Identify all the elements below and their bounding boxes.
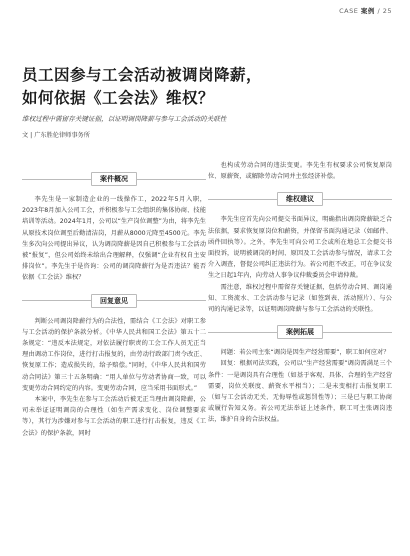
right-column	[208, 160, 392, 426]
section-heading-case	[22, 172, 206, 186]
divider	[137, 300, 206, 301]
paragraph: 问题：若公司主张“调岗是因生产经营需要”，职工如何应对？	[220, 349, 390, 357]
divider	[22, 300, 91, 301]
divider	[208, 199, 277, 200]
divider	[137, 179, 206, 180]
article-title	[22, 64, 392, 110]
paragraph: 李先生应首先向公司提交书面异议，明确指出调岗降薪缺乏合法依据，要求恢复原岗位和薪资，并保留书面沟通记录（如邮件、函件回执等）。之外，李先生可向公司工会或所在地总工会提交书面投诉，说明被调岗的时间、原因及工会活动参与情况，请求工会介入调查，督促公司纠正违法行为。若公司拒不改正，可在争议发生之日起1年内，向劳动人事争议仲裁委员会申请仲裁。	[208, 216, 392, 280]
section-label: 维权建议	[277, 192, 323, 206]
section-label: 案件概况	[91, 172, 137, 186]
section-label: 回复意见	[91, 294, 137, 308]
article-author: 文 | 广东胜伦律师事务所	[22, 132, 90, 139]
left-column	[22, 168, 206, 439]
section-label: 案例拓展	[277, 325, 323, 339]
divider	[22, 179, 91, 180]
header-label: CASE	[339, 7, 359, 15]
section-heading-advice	[208, 192, 392, 206]
title-line-1: 员工因参与工会活动被调岗降薪，	[22, 66, 263, 84]
page-number: / 25	[377, 7, 392, 15]
paragraph: 判断公司调岗降薪行为的合法性，需结合《工会法》对职工参与工会活动的保护条款分析。《中华人民共和国工会法》第五十二条规定：“违反本法规定，对依法履行职责的工会工作人员无正当理由调动工作岗位，进行打击报复的，由劳动行政部门责令改正、恢复原工作；造成损失的，给予赔偿。”同时，《中华人民共和国劳动合同法》第三十五条明确：“用人单位与劳动者协商一致，可以变更劳动合同约定的内容。变更劳动合同，应当采用书面形式。”	[22, 317, 206, 392]
paragraph: 也构成劳动合同的违法变更。李先生有权要求公司恢复原岗位、原薪资，或解除劳动合同并主张经济补偿。	[208, 162, 392, 181]
article-subtitle: 维权过程中需留存关键证据，以证明调岗降薪与参与工会活动的关联性	[22, 115, 227, 123]
paragraph: 回复：根据司法实践，公司以“生产经营需要”调岗需满足三个条件：一是调岗具有合理性（如基于客观、具体、合理的生产经营需要，岗位关联度、薪资水平相当）；二是未变相打击报复职工（如与工会活动无关、无侮辱性或惩罚性等）；三是已与职工协商或履行告知义务。若公司无法举证上述条件，职工可主张调岗违法，维护自身的合法权益。	[208, 360, 392, 424]
page-header	[339, 6, 392, 15]
paragraph: 本案中，李先生在参与工会活动后被无正当理由调岗降薪，公司未举证证明调岗的合理性（如生产需求变化、岗位调整要求等），其行为涉嫌对参与工会活动的职工进行打击报复，违反《工会法》的保护条款，同时	[22, 396, 206, 437]
title-line-2: 如何依据《工会法》维权？	[22, 89, 215, 107]
section-heading-extension	[208, 325, 392, 339]
paragraph: 李先生是一家制造企业的一线操作工，2022年5月入职，2023年8月加入公司工会，并积极参与工会组织的集体协商、技能培训等活动。2024年1月，公司以“生产岗位调整”为由，将李先生从原技术岗位调至后勤清洁岗，月薪从8000元降至4500元。李先生多次向公司提出异议，认为调岗降薪是因自己积极参与工会活动被“报复”，但公司始终未给出合理解释，仅强调“企业有权自主安排岗位”。李先生于是咨询：公司的调岗降薪行为是否违法？能否依据《工会法》维权？	[22, 196, 206, 282]
header-section: 案例	[360, 7, 375, 15]
divider	[208, 332, 277, 333]
section-heading-opinion	[22, 294, 206, 308]
divider	[323, 332, 392, 333]
paragraph: 需注意，维权过程中需留存关键证据，包括劳动合同、调岗通知、工资流水、工会活动参与记录（如签到表、活动照片）、与公司的沟通记录等，以证明调岗降薪与参与工会活动的关联性。	[208, 283, 392, 314]
divider	[323, 199, 392, 200]
